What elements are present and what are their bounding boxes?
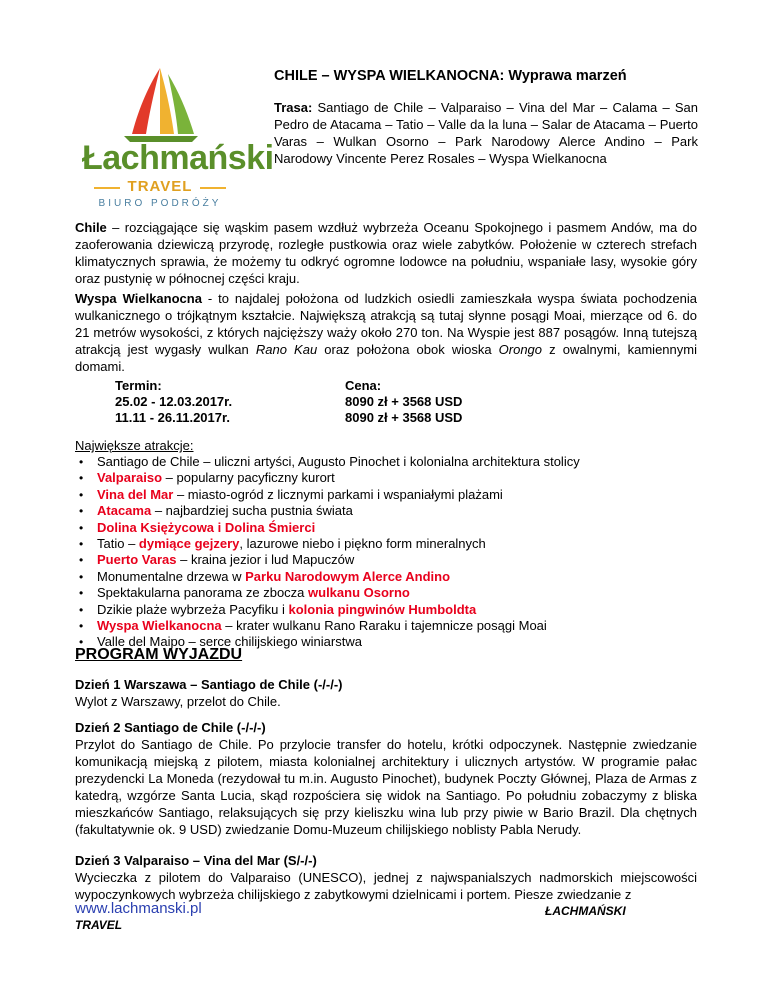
termin-label: Termin: [115,378,162,393]
bullet-icon: • [79,487,84,502]
attraction-text-post: Santiago de Chile – uliczni artyści, Augusto Pinochet i kolonialna architektura stolicy [97,454,580,469]
price-1: 8090 zł + 3568 USD [345,394,463,409]
attraction-highlight: Dolina Księżycowa i Dolina Śmierci [97,519,316,535]
attraction-item [75,503,695,519]
attraction-item [75,618,695,634]
attraction-text-post: – kraina jezior i lud Mapuczów [176,552,355,568]
attraction-highlight: Atacama [97,503,152,519]
island-bold: Wyspa Wielkanocna [75,291,202,306]
bullet-icon: • [79,553,84,568]
island-text-3: z owalnymi, kamiennymi domami. [75,342,697,374]
attraction-text-pre: Dzikie plaże wybrzeża Pacyfiku i [97,601,289,617]
attraction-text-post: , lazurowe niebo i piękno form mineralnych [239,536,486,552]
bullet-icon: • [79,471,84,486]
attraction-item [75,520,695,536]
attraction-highlight: Valparaiso [97,470,163,486]
island-paragraph [75,290,697,375]
attraction-item [75,585,695,601]
day-2-heading: Dzień 2 Santiago de Chile (-/-/-) [75,720,266,735]
attraction-item [75,552,695,568]
footer-brand: ŁACHMAŃSKI [545,904,626,918]
bullet-icon: • [79,455,84,469]
day-3-heading: Dzień 3 Valparaiso – Vina del Mar (S/-/-) [75,853,317,868]
route-text [274,99,698,167]
day-3-text: Wycieczka z pilotem do Valparaiso (UNESCO), jednej z najwspanialszych nadmorskich miejscowości wypoczynkowych wybrzeża chilijskiego z zabytkowymi dzielnicami i portem. Piesze zwiedzanie z [75,870,697,902]
logo-travel-row [94,178,226,196]
attraction-item [75,602,695,618]
attraction-highlight: Puerto Varas [97,552,177,568]
bullet-icon: • [79,602,84,617]
attraction-text-post: – popularny pacyficzny kurort [162,470,335,486]
website-link[interactable]: www.lachmanski.pl [75,900,202,917]
program-title: PROGRAM WYJAZDU [75,646,243,663]
attraction-highlight: kolonia pingwinów Humboldta [288,601,477,617]
chile-bold: Chile [75,220,107,235]
attraction-text-post: – najbardziej sucha pustnia świata [151,503,353,519]
attraction-text-pre: Spektakularna panorama ze zbocza [97,585,309,601]
day-1-heading: Dzień 1 Warszawa – Santiago de Chile (-/-/-) [75,677,343,692]
bullet-icon: • [79,520,84,535]
bullet-icon: • [79,586,84,601]
price-column [345,378,462,426]
logo-line-right [200,187,226,189]
attraction-text-pre: Tatio – [97,536,139,552]
island-italic-2: Orongo [498,342,543,357]
attraction-highlight: wulkanu Osorno [308,585,410,601]
bullet-icon: • [79,635,84,650]
route-label: Trasa: [274,100,313,115]
chile-text: – rozciągające się wąskim pasem wzdłuż wybrzeża Oceanu Spokojnego i pasmem Andów, ma do zaoferowania dziewiczą przyrodę, rozległe pustkowia oraz wiele zabytków. Położenie w czterech strefach klimatycznych sprawia, że możemy tu odkryć ogromne lodowce na południu, wspaniałe lasy, wysokie góry oraz pustynię w północnej części kraju. [75,220,697,286]
logo-travel: TRAVEL [127,178,193,195]
termin-2: 11.11 - 26.11.2017r. [115,410,230,425]
bullet-icon: • [79,537,84,552]
price-label: Cena: [345,378,382,393]
island-text-2: oraz położona obok wioska [317,342,499,357]
page-title: CHILE – WYSPA WIELKANOCNA: Wyprawa marzeń [274,68,627,84]
logo-line-left [94,187,120,189]
logo-biuro: BIURO PODRÓŻY [98,198,222,209]
day-2-text: Przylot do Santiago de Chile. Po przylocie transfer do hotelu, krótki odpoczynek. Następnie zwiedzanie komunikacją miejską z pilotem, miasta kolonialnej architektury i ulicznych artystów. W programie pałac prezydencki La Moneda (rezydował tu m.in. Augusto Pinochet), budynek Poczty Głównej, Plaza de Armas z katedrą, wzgórze Santa Lucia, skąd rozpościera się widok na Santiago. Po południu zobaczymy z bliska mieszkańców Santiago, relaksujących się przy kieliszku wina lub przy piwie w Bario Brazil. Dla chętnych (fakultatywnie ok. 9 USD) zwiedzanie Domu-Muzeum chilijskiego noblisty Pabla Nerudy. [75,737,697,837]
attraction-text-post: – miasto-ogród z licznymi parkami i wspaniałymi plażami [173,486,503,502]
bullet-icon: • [79,619,84,634]
attraction-highlight: Vina del Mar [97,486,174,502]
attractions-title: Największe atrakcje: [75,438,194,453]
footer-travel: TRAVEL [75,918,123,932]
route-value: Santiago de Chile – Valparaiso – Vina del Mar – Calama – San Pedro de Atacama – Tatio – Valle da la luna – Salar de Atacama – Puerto Varas – Wulkan Osorno – Park Narodowy Alerce Andino – Park Narodowy Vincente Perez Rosales – Wyspa Wielkanocna [274,100,698,166]
attractions-list [75,454,695,651]
island-italic-1: Rano Kau [255,342,318,357]
island-text-1: - to najdalej położona od ludzkich osiedli zamieszkała wyspa świata pochodzenia wulkanicznego o trójkątnym kształcie. Największą atrakcją są tutaj słynne posągi Moai, mierzące od 6. do 21 metrów wysokości, z których najcięższy waży około 270 ton. Na Wyspie jest 887 posągów. Inną tutejszą atrakcją jest wygasły wulkan [75,291,697,357]
company-logo [80,64,274,209]
termin-1: 25.02 - 12.03.2017r. [115,394,233,409]
attraction-text-pre: Monumentalne drzewa w [97,568,246,584]
attraction-item [75,569,695,585]
attraction-item [75,454,695,470]
attraction-highlight: Parku Narodowym Alerce Andino [245,568,451,584]
attraction-item [75,487,695,503]
logo-name: Łachmański [82,139,274,177]
attraction-item [75,536,695,552]
bullet-icon: • [79,504,84,519]
price-2: 8090 zł + 3568 USD [345,410,463,425]
attraction-text-post: Valle del Maipo – serce chilijskiego winiarstwa [97,634,362,650]
attraction-item [75,470,695,486]
sail-logo-icon [110,64,210,142]
attraction-highlight: Wyspa Wielkanocna [97,618,222,634]
chile-paragraph [75,219,697,287]
bullet-icon: • [79,569,84,584]
termin-column [115,378,232,426]
attraction-text-post: – krater wulkanu Rano Raraku i tajemnicze posągi Moai [221,618,547,634]
attraction-highlight: dymiące gejzery [138,536,240,552]
day-1-text: Wylot z Warszawy, przelot do Chile. [75,694,281,709]
